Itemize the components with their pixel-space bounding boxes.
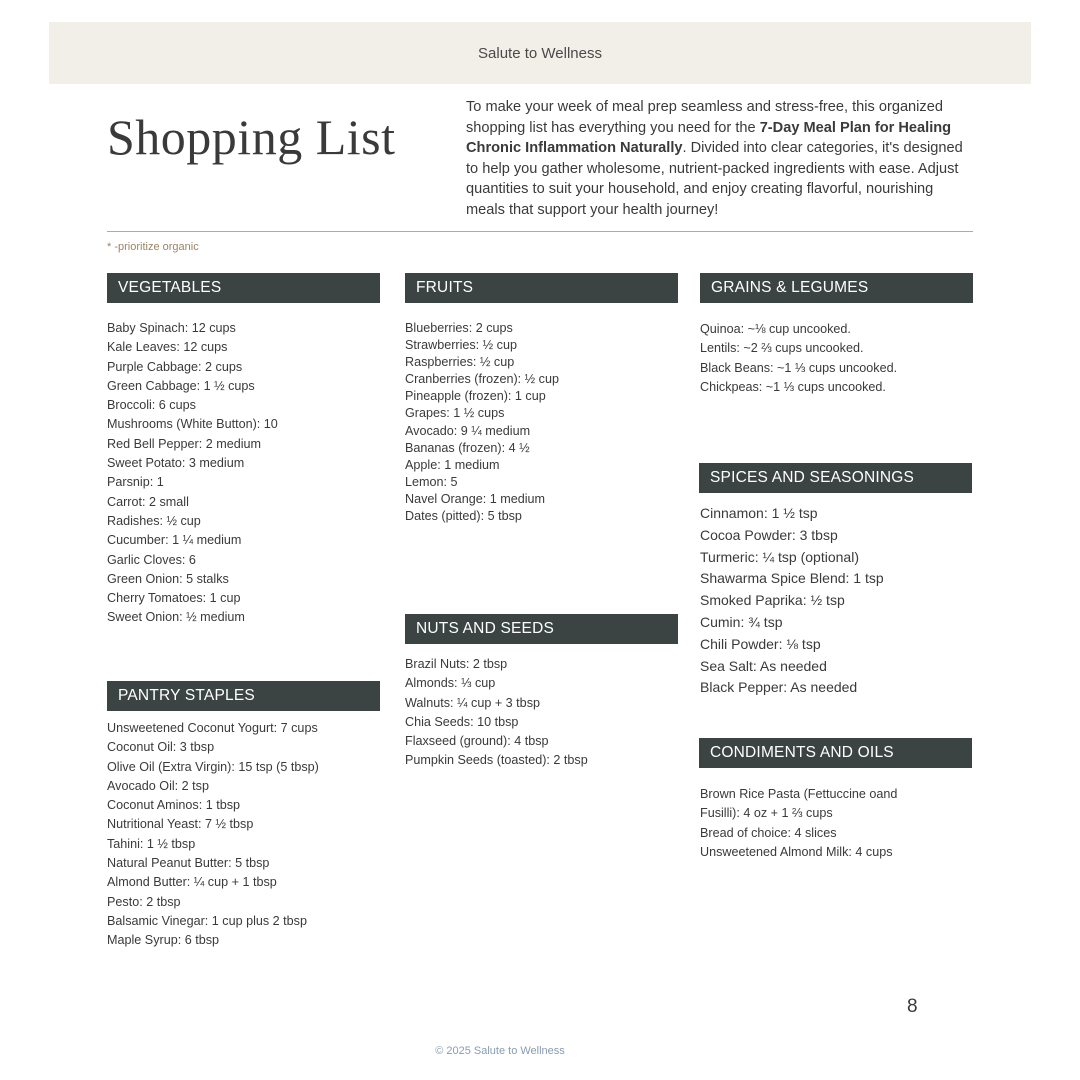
list-item: Almonds: ⅓ cup <box>405 676 496 691</box>
list-item: Unsweetened Almond Milk: 4 cups <box>700 845 893 860</box>
list-item: Navel Orange: 1 medium <box>405 491 545 506</box>
list-item: Coconut Oil: 3 tbsp <box>107 740 215 755</box>
fruits-list <box>405 320 559 525</box>
list-item: Apple: 1 medium <box>405 457 500 472</box>
list-item: Strawberries: ½ cup <box>405 338 517 353</box>
list-item: Chickpeas: ~1 ⅓ cups uncooked. <box>700 379 886 394</box>
list-item: Broccoli: 6 cups <box>107 398 196 413</box>
list-item: Grapes: 1 ½ cups <box>405 406 505 421</box>
list-item: Olive Oil (Extra Virgin): 15 tsp (5 tbsp) <box>107 759 319 774</box>
page-number: 8 <box>907 996 918 1017</box>
list-item: Green Cabbage: 1 ½ cups <box>107 378 255 393</box>
list-item: Chili Powder: ⅛ tsp <box>700 635 821 652</box>
intro-text-after: . Divided into clear categories, it's designed to help you gather wholesome, nutrient-packed ingredients with ease. Adjust quantities to suit your household, and enjoy creating flavorful, nourishing meals that support your health journey! <box>466 140 963 218</box>
list-item: Cranberries (frozen): ½ cup <box>405 372 559 387</box>
section-header-vegetables: VEGETABLES <box>107 273 380 303</box>
list-item: Cucumber: 1 ¼ medium <box>107 533 242 548</box>
list-item: Red Bell Pepper: 2 medium <box>107 436 262 451</box>
pantry-list <box>107 719 319 951</box>
list-item: Fusilli): 4 oz + 1 ⅔ cups <box>700 806 833 821</box>
list-item: Chia Seeds: 10 tbsp <box>405 714 519 729</box>
list-item: Green Onion: 5 stalks <box>107 571 229 586</box>
list-item: Smoked Paprika: ½ tsp <box>700 592 845 609</box>
list-item: Blueberries: 2 cups <box>405 321 513 335</box>
list-item: Cumin: ¾ tsp <box>700 613 783 630</box>
list-item: Nutritional Yeast: 7 ½ tbsp <box>107 817 254 832</box>
list-item: Maple Syrup: 6 tbsp <box>107 933 220 948</box>
section-header-pantry-staples: PANTRY STAPLES <box>107 681 380 711</box>
list-item: Baby Spinach: 12 cups <box>107 321 236 335</box>
page-title: Shopping List <box>107 109 396 165</box>
organic-note: * -prioritize organic <box>107 241 199 253</box>
list-item: Sweet Onion: ½ medium <box>107 610 245 625</box>
intro-bold-plan-name: 7-Day Meal Plan for Healing Chronic Inflammation Naturally <box>466 119 952 157</box>
list-item: Cocoa Powder: 3 tbsp <box>700 526 838 543</box>
list-item: Black Pepper: As needed <box>700 679 858 696</box>
divider <box>107 231 973 232</box>
list-item: Turmeric: ¼ tsp (optional) <box>700 548 859 565</box>
list-item: Cinnamon: 1 ½ tsp <box>700 505 818 521</box>
list-item: Balsamic Vinegar: 1 cup plus 2 tbsp <box>107 913 307 928</box>
section-header-grains-legumes: GRAINS & LEGUMES <box>700 273 973 303</box>
list-item: Avocado: 9 ¼ medium <box>405 423 531 438</box>
list-item: Brown Rice Pasta (Fettuccine oand <box>700 787 898 801</box>
spices-list <box>700 503 884 699</box>
list-item: Lentils: ~2 ⅔ cups uncooked. <box>700 341 864 356</box>
section-header-fruits: FRUITS <box>405 273 678 303</box>
list-item: Parsnip: 1 <box>107 475 164 490</box>
list-item: Unsweetened Coconut Yogurt: 7 cups <box>107 721 318 735</box>
condiments-list <box>700 785 897 863</box>
list-item: Garlic Cloves: 6 <box>107 552 196 567</box>
list-item: Avocado Oil: 2 tsp <box>107 778 209 793</box>
list-item: Sea Salt: As needed <box>700 657 827 674</box>
list-item: Pesto: 2 tbsp <box>107 894 181 909</box>
list-item: Radishes: ½ cup <box>107 513 201 528</box>
list-item: Purple Cabbage: 2 cups <box>107 359 243 374</box>
list-item: Flaxseed (ground): 4 tbsp <box>405 734 549 749</box>
list-item: Walnuts: ¼ cup + 3 tbsp <box>405 695 540 710</box>
nuts-list <box>405 655 588 771</box>
list-item: Carrot: 2 small <box>107 494 189 509</box>
list-item: Shawarma Spice Blend: 1 tsp <box>700 570 884 587</box>
list-item: Almond Butter: ¼ cup + 1 tbsp <box>107 875 277 890</box>
list-item: Quinoa: ~⅛ cup uncooked. <box>700 322 851 336</box>
section-header-condiments-oils: CONDIMENTS AND OILS <box>699 738 972 768</box>
list-item: Tahini: 1 ½ tbsp <box>107 836 196 851</box>
list-item: Lemon: 5 <box>405 474 458 489</box>
list-item: Kale Leaves: 12 cups <box>107 340 228 355</box>
list-item: Brazil Nuts: 2 tbsp <box>405 657 508 671</box>
list-item: Raspberries: ½ cup <box>405 355 515 370</box>
list-item: Black Beans: ~1 ⅓ cups uncooked. <box>700 360 898 375</box>
list-item: Dates (pitted): 5 tbsp <box>405 509 522 524</box>
list-item: Cherry Tomatoes: 1 cup <box>107 591 241 606</box>
list-item: Pineapple (frozen): 1 cup <box>405 389 546 404</box>
grains-list <box>700 320 897 397</box>
intro-paragraph <box>466 97 976 221</box>
brand-name: Salute to Wellness <box>478 44 602 62</box>
footer-copyright: © 2025 Salute to Wellness <box>435 1045 565 1057</box>
header-banner <box>49 22 1031 84</box>
list-item: Natural Peanut Butter: 5 tbsp <box>107 856 270 871</box>
intro-text-before: To make your week of meal prep seamless and stress-free, this organized shopping list has everything you need for the <box>466 99 943 136</box>
list-item: Mushrooms (White Button): 10 <box>107 417 278 432</box>
list-item: Bananas (frozen): 4 ½ <box>405 440 530 455</box>
section-header-spices: SPICES AND SEASONINGS <box>699 463 972 493</box>
section-header-nuts-seeds: NUTS AND SEEDS <box>405 614 678 644</box>
vegetables-list <box>107 319 278 628</box>
list-item: Sweet Potato: 3 medium <box>107 456 245 471</box>
list-item: Bread of choice: 4 slices <box>700 825 837 840</box>
list-item: Coconut Aminos: 1 tbsp <box>107 798 241 813</box>
list-item: Pumpkin Seeds (toasted): 2 tbsp <box>405 753 588 768</box>
